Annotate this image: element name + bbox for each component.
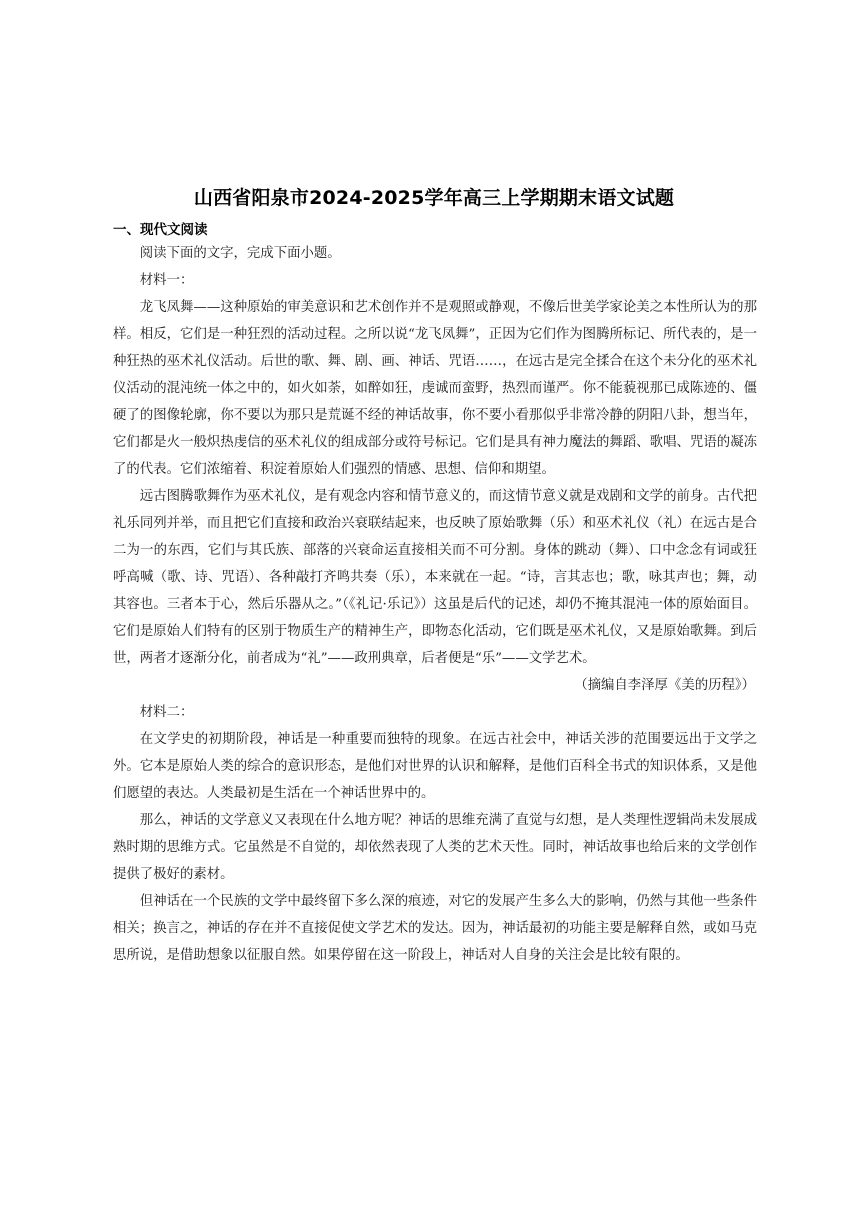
material-1-label: 材料一： (139, 273, 194, 288)
material-2-paragraph: 那么，神话的文学意义又表现在什么地方呢？神话的思维充满了直觉与幻想，是人类理性逻辑尚未发展成熟时期的思维方式。它虽然是不自觉的，却依然表现了人类的艺术天性。同时，神话故事也给后来的文学创作提供了极好的素材。 (113, 813, 757, 882)
instruction-text: 阅读下面的文字，完成下面小题。 (139, 246, 341, 261)
material-2-paragraph: 在文学史的初期阶段，神话是一种重要而独特的现象。在远古社会中，神话关涉的范围要远出于文学之外。它本是原始人类的综合的意识形态，是他们对世界的认识和解释，是他们百科全书式的知识体系，又是他们愿望的表达。人类最初是生活在一个神话世界中的。 (113, 732, 757, 801)
material-1-source: （摘编自李泽厚《美的历程》） (574, 678, 755, 693)
material-1-paragraph: 龙飞凤舞——这种原始的审美意识和艺术创作并不是观照或静观，不像后世美学家论美之本性所认为的那样。相反，它们是一种狂烈的活动过程。之所以说“龙飞凤舞”，正因为它们作为图腾所标记、所代表的，是一种狂热的巫术礼仪活动。后世的歌、舞、剧、画、神话、咒语……，在远古是完全揉合在这个未分化的巫术礼仪活动的混沌统一体之中的，如火如荼，如醉如狂，虔诚而蛮野，热烈而谨严。你不能藐视那已成陈迹的、僵硬了的图像轮廓，你不要以为那只是荒诞不经的神话故事，你不要小看那似乎非常冷静的阴阳八卦，想当年，它们都是火一般炽热虔信的巫术礼仪的组成部分或符号标记。它们是具有神力魔法的舞蹈、歌唱、咒语的凝冻了的代表。它们浓缩着、积淀着原始人们强烈的情感、思想、信仰和期望。 (113, 300, 757, 477)
section-heading: 一、现代文阅读 (113, 222, 208, 238)
page-title: 山西省阳泉市2024-2025学年高三上学期期末语文试题 (193, 187, 675, 209)
material-2-paragraph: 但神话在一个民族的文学中最终留下多么深的痕迹，对它的发展产生多么大的影响，仍然与其他一些条件相关；换言之，神话的存在并不直接促使文学艺术的发达。因为，神话最初的功能主要是解释自然，或如马克思所说，是借助想象以征服自然。如果停留在这一阶段上，神话对人自身的关注会是比较有限的。 (113, 894, 757, 963)
material-1-paragraph: 远古图腾歌舞作为巫术礼仪，是有观念内容和情节意义的，而这情节意义就是戏剧和文学的前身。古代把礼乐同列并举，而且把它们直接和政治兴衰联结起来，也反映了原始歌舞（乐）和巫术礼仪（礼）在远古是合二为一的东西，它们与其氏族、部落的兴衰命运直接相关而不可分割。身体的跳动（舞）、口中念念有词或狂呼高喊（歌、诗、咒语）、各种敲打齐鸣共奏（乐），本来就在一起。“诗，言其志也；歌，咏其声也；舞，动其容也。三者本于心，然后乐器从之。”（《礼记·乐记》）这虽是后代的记述，却仍不掩其混沌一体的原始面目。它们是原始人们特有的区别于物质生产的精神生产，即物态化活动，它们既是巫术礼仪，又是原始歌舞。到后世，两者才逐渐分化，前者成为“礼”——政刑典章，后者便是“乐”——文学艺术。 (113, 489, 757, 666)
document-body (113, 240, 757, 969)
material-2-label: 材料二： (139, 705, 194, 720)
